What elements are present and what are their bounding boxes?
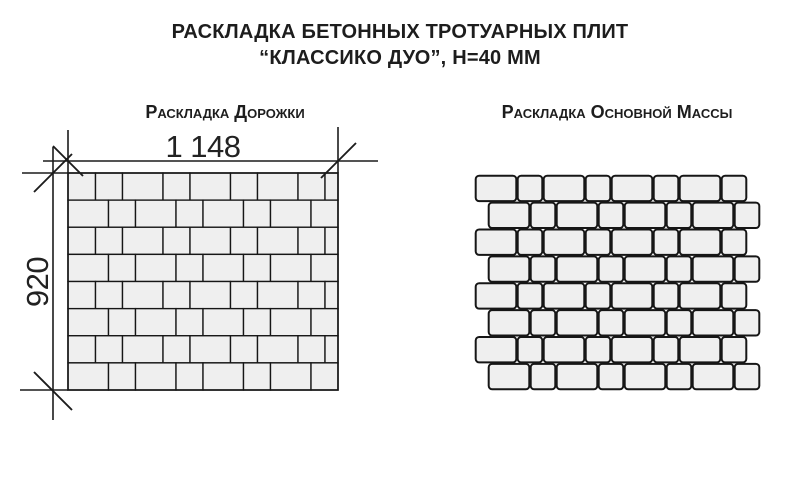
paving-tile <box>489 203 530 228</box>
paving-tile <box>612 176 653 201</box>
paving-tile <box>722 337 747 362</box>
walkway-section-title: Раскладка Дорожки <box>145 102 305 122</box>
paving-tile <box>586 176 611 201</box>
paving-tile <box>311 309 338 336</box>
paving-tile <box>654 229 679 254</box>
paving-tile <box>667 203 692 228</box>
paving-tile <box>298 227 325 254</box>
paving-tile <box>311 254 338 281</box>
paving-tile <box>735 203 760 228</box>
page-title-line1: РАСКЛАДКА БЕТОННЫХ ТРОТУАРНЫХ ПЛИТ <box>171 21 629 43</box>
width-dimension-label: 1 148 <box>165 129 241 164</box>
paving-tile <box>123 336 164 363</box>
paving-tile <box>544 283 585 308</box>
paving-tile <box>489 256 530 281</box>
paving-tile <box>667 256 692 281</box>
paving-tile <box>231 173 258 200</box>
paving-tile <box>123 227 164 254</box>
paving-tile <box>123 282 164 309</box>
paving-tile <box>190 336 231 363</box>
paving-tile <box>68 282 96 309</box>
paving-tile <box>531 256 556 281</box>
paving-tile <box>544 176 585 201</box>
paving-tile <box>722 176 747 201</box>
main-mass-tile-grid <box>476 176 760 390</box>
paving-tile <box>612 337 653 362</box>
paving-tile <box>599 256 624 281</box>
paving-tile <box>109 254 136 281</box>
paving-tile <box>258 336 299 363</box>
paving-tile <box>163 227 190 254</box>
paving-tile <box>325 282 338 309</box>
page-title-line2: “КЛАССИКО ДУО”, Н=40 ММ <box>259 47 541 69</box>
paving-tile <box>557 203 598 228</box>
paving-tile <box>722 229 747 254</box>
paving-tile <box>735 256 760 281</box>
paving-tile <box>476 176 517 201</box>
paving-tile <box>136 200 177 227</box>
paving-tile <box>298 336 325 363</box>
paving-tile <box>489 310 530 335</box>
paving-tile <box>68 173 96 200</box>
paving-tile <box>136 254 177 281</box>
paving-tile <box>680 176 721 201</box>
paving-tile <box>722 283 747 308</box>
paving-tile <box>190 227 231 254</box>
paving-tile <box>298 282 325 309</box>
paving-tile <box>531 364 556 389</box>
paving-tile <box>557 310 598 335</box>
paving-tile <box>586 229 611 254</box>
paving-tile <box>244 254 271 281</box>
paving-tile <box>518 229 543 254</box>
paving-tile <box>163 336 190 363</box>
paving-tile <box>203 363 244 390</box>
paving-tile <box>531 310 556 335</box>
paving-tile <box>163 173 190 200</box>
paving-tile <box>68 254 109 281</box>
paving-tile <box>271 309 312 336</box>
paving-tile <box>667 310 692 335</box>
paving-tile <box>190 282 231 309</box>
paving-tile <box>109 363 136 390</box>
paving-tile <box>476 229 517 254</box>
paving-tile <box>654 337 679 362</box>
paving-tile <box>586 337 611 362</box>
paving-tile <box>476 283 517 308</box>
paving-tile <box>680 283 721 308</box>
paving-tile <box>625 203 666 228</box>
paving-tile <box>96 173 123 200</box>
paving-tile <box>109 200 136 227</box>
paving-tile <box>544 337 585 362</box>
paving-tile <box>176 363 203 390</box>
paving-tile <box>203 309 244 336</box>
paving-tile <box>176 254 203 281</box>
paving-tile <box>476 337 517 362</box>
paving-tile <box>68 200 109 227</box>
paving-tile <box>544 229 585 254</box>
paving-tile <box>190 173 231 200</box>
paving-tile <box>693 256 734 281</box>
paving-tile <box>244 309 271 336</box>
paving-tile <box>735 310 760 335</box>
paving-tile <box>693 310 734 335</box>
paving-tile <box>612 283 653 308</box>
paving-tile <box>258 173 299 200</box>
paving-tile <box>123 173 164 200</box>
paving-tile <box>518 283 543 308</box>
paving-tile <box>68 227 96 254</box>
paving-tile <box>693 364 734 389</box>
paving-tile <box>136 309 177 336</box>
paving-tile <box>231 336 258 363</box>
paving-tile <box>68 363 109 390</box>
walkway-tile-grid <box>68 173 338 390</box>
paving-tile <box>735 364 760 389</box>
paving-tile <box>96 282 123 309</box>
paving-tile <box>518 176 543 201</box>
height-dimension-label: 920 <box>20 256 55 308</box>
paving-tile <box>625 364 666 389</box>
paving-tile <box>489 364 530 389</box>
paving-tile <box>325 227 338 254</box>
paving-tile <box>654 283 679 308</box>
paving-tile <box>667 364 692 389</box>
paving-tile <box>625 256 666 281</box>
paving-tile <box>680 229 721 254</box>
paving-tile <box>109 309 136 336</box>
paving-tile <box>599 310 624 335</box>
paving-tile <box>68 336 96 363</box>
paving-tile <box>136 363 177 390</box>
paving-tile <box>96 227 123 254</box>
paving-tile <box>557 256 598 281</box>
main-mass-section-title: Раскладка Основной Массы <box>501 102 733 122</box>
paving-tile <box>654 176 679 201</box>
paving-tile <box>163 282 190 309</box>
paving-tile <box>599 203 624 228</box>
paving-tile <box>311 363 338 390</box>
paving-tile <box>176 200 203 227</box>
paving-tile <box>625 310 666 335</box>
paving-tile <box>258 227 299 254</box>
paving-tile <box>557 364 598 389</box>
paving-tile <box>586 283 611 308</box>
paving-tile <box>271 254 312 281</box>
paving-tile <box>244 363 271 390</box>
paving-tile <box>518 337 543 362</box>
paving-tile <box>271 200 312 227</box>
paving-tile <box>244 200 271 227</box>
paving-tile <box>231 282 258 309</box>
paving-tile <box>325 173 338 200</box>
paving-tile <box>680 337 721 362</box>
paving-tile <box>612 229 653 254</box>
paving-tile <box>325 336 338 363</box>
paving-tile <box>203 200 244 227</box>
paving-tile <box>311 200 338 227</box>
paving-tile <box>231 227 258 254</box>
paving-tile <box>176 309 203 336</box>
paving-tile <box>693 203 734 228</box>
paving-tile <box>599 364 624 389</box>
paving-tile <box>258 282 299 309</box>
paving-tile <box>68 309 109 336</box>
paving-tile <box>531 203 556 228</box>
paving-tile <box>271 363 312 390</box>
paving-tile <box>96 336 123 363</box>
paving-tile <box>203 254 244 281</box>
